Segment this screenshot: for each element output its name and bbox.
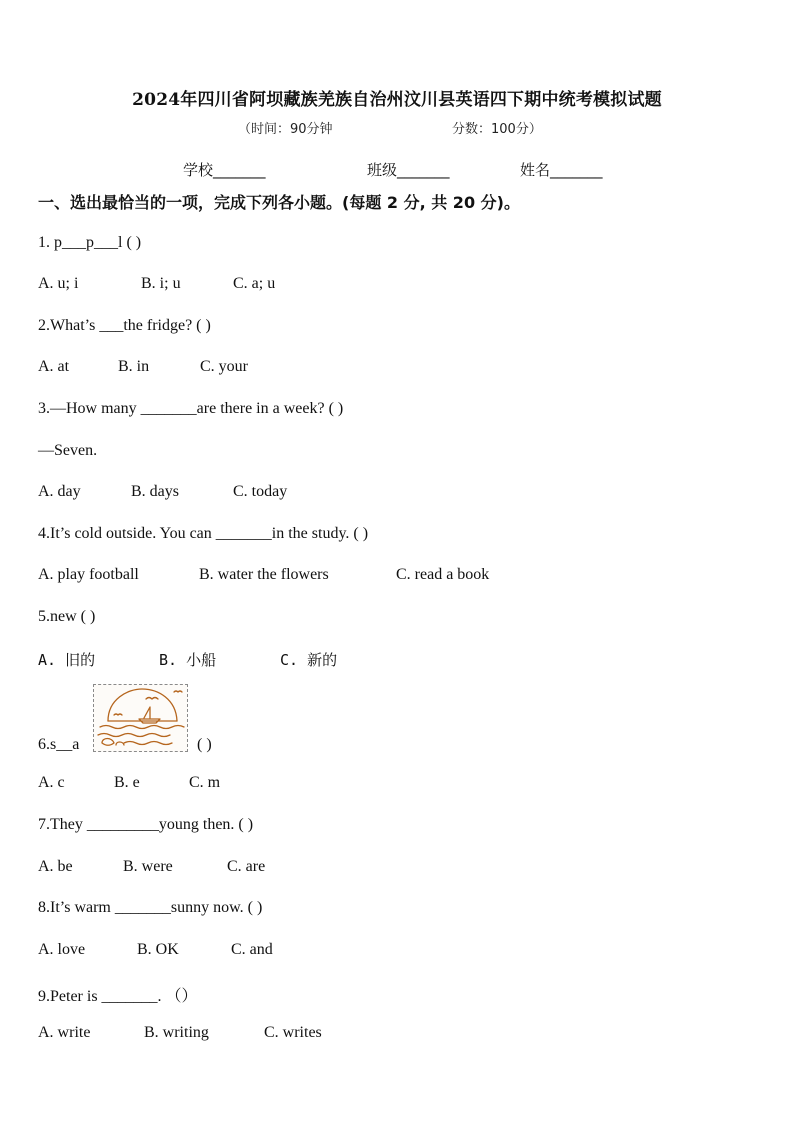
option-b[interactable]: B. e	[114, 774, 140, 791]
option-c[interactable]: C. your	[200, 358, 248, 375]
question-4-stem: 4.It’s cold outside. You can _______in the study. ( )	[38, 525, 369, 542]
question-2-stem: 2.What’s ___the fridge? ( )	[38, 317, 211, 334]
option-c[interactable]: C. and	[231, 941, 273, 958]
sunset-sea-icon	[94, 685, 187, 751]
option-b[interactable]: B. writing	[144, 1024, 209, 1041]
question-9-stem: 9.Peter is _______. （）	[38, 988, 198, 1005]
option-a[interactable]: A. u; i	[38, 275, 79, 292]
section-heading: 一、选出最恰当的一项，完成下列各小题。(每题 2 分, 共 20 分)。	[38, 193, 520, 212]
question-3-answer-line: —Seven.	[38, 442, 98, 459]
option-a[interactable]: A. c	[38, 774, 65, 791]
question-7-options	[38, 858, 265, 876]
option-a[interactable]: A. write	[38, 1024, 91, 1041]
option-c[interactable]: C. m	[189, 774, 221, 791]
option-b[interactable]: B. days	[131, 483, 179, 500]
exam-score: 分数：100分）	[452, 122, 542, 137]
sunset-sea-picture	[93, 684, 188, 752]
option-b[interactable]: B. OK	[137, 941, 179, 958]
option-a[interactable]: A. love	[38, 941, 86, 958]
option-c[interactable]: C. are	[227, 858, 266, 875]
option-c[interactable]: C. a; u	[233, 275, 276, 292]
question-5-options	[38, 649, 337, 670]
option-c[interactable]: C. 新的	[280, 651, 338, 669]
option-a[interactable]: A. day	[38, 483, 81, 500]
question-1-options	[38, 275, 275, 293]
exam-time: （时间：90分钟	[238, 122, 333, 137]
question-7-stem: 7.They _________young then. ( )	[38, 816, 254, 833]
question-1-stem: 1. p___p___l ( )	[38, 234, 142, 251]
school-field: 学校_______	[183, 161, 266, 179]
question-4-options	[38, 566, 489, 584]
option-a[interactable]: A. 旧的	[38, 651, 96, 669]
option-b[interactable]: B. were	[123, 858, 173, 875]
option-b[interactable]: B. water the flowers	[199, 566, 329, 583]
question-5-stem: 5.new ( )	[38, 608, 96, 625]
question-2-options	[38, 358, 248, 376]
option-a[interactable]: A. be	[38, 858, 73, 875]
question-6-stem-suffix: ( )	[197, 736, 212, 753]
question-9-options	[38, 1024, 322, 1042]
exam-title: 2024年四川省阿坝藏族羌族自治州汶川县英语四下期中统考模拟试题	[132, 90, 662, 110]
name-field: 姓名_______	[520, 161, 603, 179]
question-3-options	[38, 483, 287, 501]
class-field: 班级_______	[367, 161, 450, 179]
question-8-stem: 8.It’s warm _______sunny now. ( )	[38, 899, 263, 916]
question-6-options	[38, 774, 220, 792]
option-b[interactable]: B. 小船	[159, 651, 217, 669]
option-c[interactable]: C. today	[233, 483, 288, 500]
option-b[interactable]: B. in	[118, 358, 150, 375]
question-6-stem-prefix: 6.s__a	[38, 736, 80, 753]
option-a[interactable]: A. play football	[38, 566, 139, 583]
option-a[interactable]: A. at	[38, 358, 70, 375]
option-c[interactable]: C. read a book	[396, 566, 490, 583]
question-8-options	[38, 941, 273, 959]
option-b[interactable]: B. i; u	[141, 275, 181, 292]
option-c[interactable]: C. writes	[264, 1024, 322, 1041]
question-3-stem: 3.—How many _______are there in a week? ( )	[38, 400, 344, 417]
